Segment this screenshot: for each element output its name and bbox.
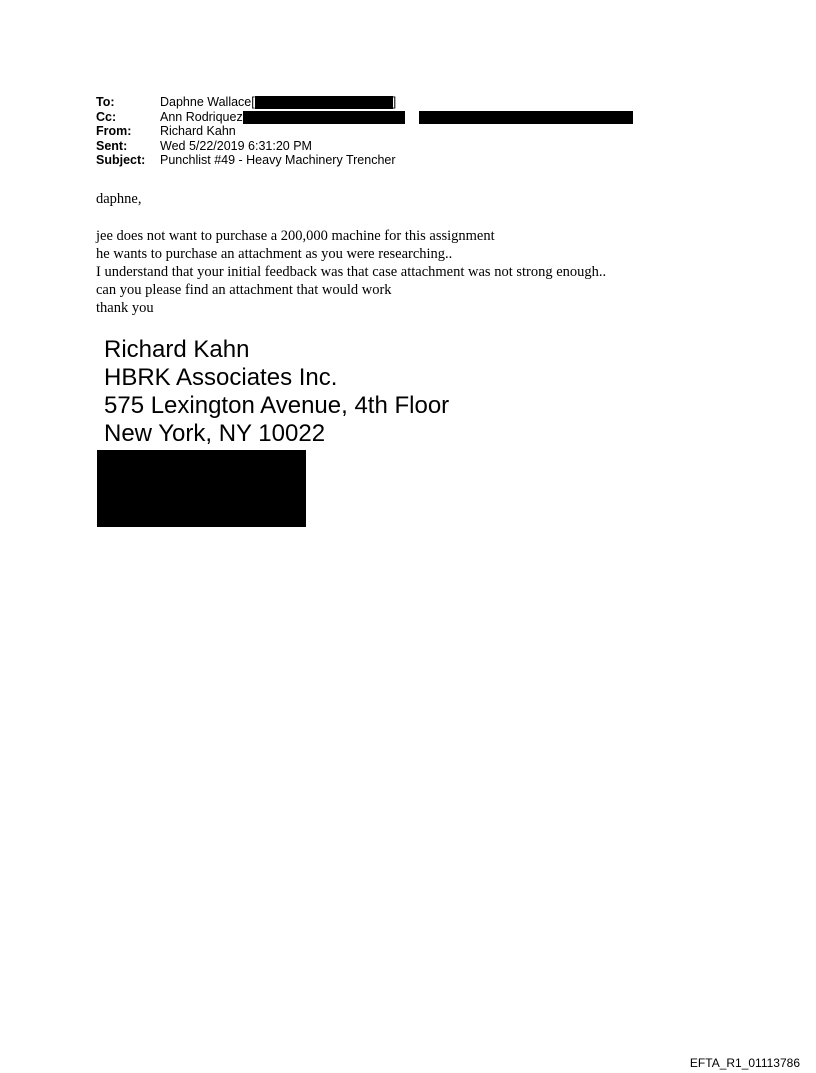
body-line: can you please find an attachment that would work [96,282,392,298]
to-redaction-open-bracket: [ [251,95,255,109]
from-label: From: [96,124,132,138]
cc-value: Ann Rodriquez [160,109,243,124]
cc-value-group [160,110,633,125]
body-line: thank you [96,300,154,316]
signature-redaction-block [97,450,306,527]
cc-redaction-block-1 [243,111,405,124]
subject-value: Punchlist #49 - Heavy Machinery Trencher [160,153,396,167]
sent-value: Wed 5/22/2019 6:31:20 PM [160,138,312,153]
to-redaction-block [255,96,393,109]
to-redaction-close-bracket: ] [392,95,397,109]
signature-street: 575 Lexington Avenue, 4th Floor [104,392,450,419]
signature-name: Richard Kahn [104,336,250,363]
sent-label: Sent: [96,138,128,153]
to-value: Daphne Wallace [160,95,252,109]
signature-company: HBRK Associates Inc. [104,364,338,391]
document-id: EFTA_R1_01113786 [689,1056,800,1070]
to-value-group [160,95,396,110]
email-greeting: daphne, [96,191,142,207]
body-line: I understand that your initial feedback was that case attachment was not strong enough.. [96,264,607,280]
signature-city: New York, NY 10022 [104,420,326,447]
cc-label: Cc: [96,109,117,124]
email-body [96,190,606,317]
email-signature [104,336,449,448]
from-value: Richard Kahn [160,124,236,138]
cc-redaction-block-2 [419,111,633,124]
subject-label: Subject: [96,153,146,167]
body-line: he wants to purchase an attachment as you were researching.. [96,246,453,262]
body-line: jee does not want to purchase a 200,000 machine for this assignment [96,228,495,244]
to-label: To: [96,95,115,109]
